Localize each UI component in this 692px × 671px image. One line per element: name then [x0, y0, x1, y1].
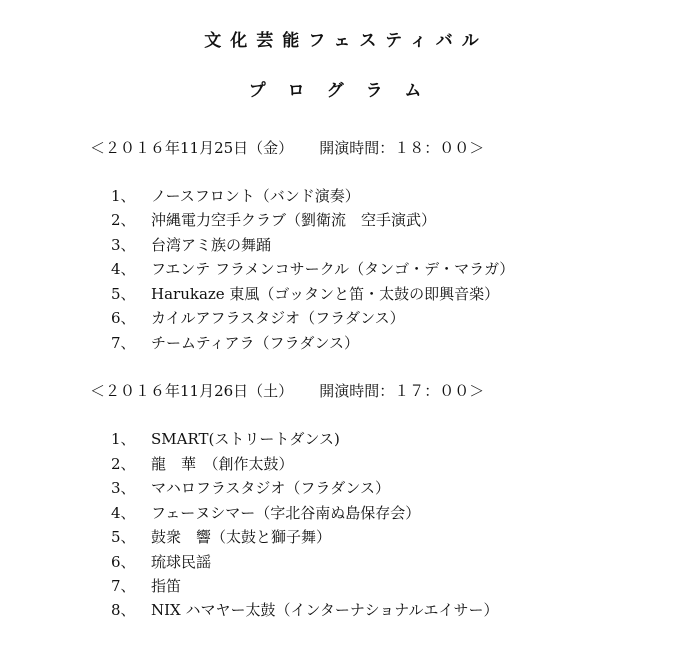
session-2-item-8	[111, 597, 499, 621]
session-2-item-3	[111, 475, 390, 499]
item-label: ノースフロント（バンド演奏）	[151, 186, 360, 205]
session-1-time: 開演時間：１８：００＞	[319, 139, 485, 157]
session-2-item-2	[111, 451, 294, 475]
session-1-header	[90, 137, 484, 158]
item-number: 7、	[111, 576, 136, 595]
item-number: 2、	[111, 210, 136, 229]
item-number: 4、	[111, 259, 136, 278]
item-label: マハロフラスタジオ（フラダンス）	[151, 478, 390, 497]
document-subtitle: プログラム	[248, 81, 444, 101]
item-label: フェーヌシマー（字北谷南ぬ島保存会）	[151, 503, 421, 522]
item-number: 8、	[111, 600, 136, 619]
session-2-date: ＜２０１６年11月26日（土）	[90, 382, 294, 400]
session-2-item-6	[111, 549, 211, 573]
document-title: 文化芸能フェスティバル	[204, 31, 488, 51]
session-2-item-4	[111, 500, 420, 524]
item-number: 5、	[111, 527, 136, 546]
session-1-date: ＜２０１６年11月25日（金）	[90, 139, 294, 157]
item-label: 台湾アミ族の舞踊	[151, 235, 272, 254]
item-label: 琉球民謡	[151, 552, 212, 571]
item-label: 龍 華 （創作太鼓）	[151, 454, 294, 473]
item-number: 6、	[111, 552, 136, 571]
item-label: SMART(ストリートダンス)	[151, 429, 340, 448]
session-1-item-7	[111, 330, 359, 354]
item-number: 7、	[111, 333, 136, 352]
item-label: NIX ハマヤー太鼓（インターナショナルエイサー）	[151, 600, 499, 619]
item-number: 1、	[111, 186, 136, 205]
item-number: 3、	[111, 235, 136, 254]
session-1-item-3	[111, 232, 271, 256]
session-2-item-7	[111, 573, 181, 597]
session-1-item-5	[111, 281, 499, 305]
item-number: 3、	[111, 478, 136, 497]
item-number: 4、	[111, 503, 136, 522]
session-2-time: 開演時間：１７：００＞	[319, 382, 485, 400]
session-1-item-2	[111, 207, 436, 231]
item-number: 2、	[111, 454, 136, 473]
item-label: Harukaze 東風（ゴッタンと笛・太鼓の即興音楽）	[151, 284, 500, 303]
item-number: 6、	[111, 308, 136, 327]
item-label: カイルアフラスタジオ（フラダンス）	[151, 308, 405, 327]
item-number: 5、	[111, 284, 136, 303]
session-1-item-6	[111, 305, 405, 329]
item-label: 指笛	[151, 576, 182, 595]
item-label: チームティアラ（フラダンス）	[151, 333, 360, 352]
item-label: 鼓衆 響（太鼓と獅子舞）	[151, 527, 332, 546]
item-label: 沖縄電力空手クラブ（劉衛流 空手演武）	[151, 210, 437, 229]
session-1-item-1	[111, 183, 360, 207]
item-label: フエンテ フラメンコサークル（タンゴ・デ・マラガ）	[151, 259, 515, 278]
session-2-item-5	[111, 524, 331, 548]
session-2-item-1	[111, 426, 340, 450]
session-1-item-4	[111, 256, 514, 280]
session-2-header	[90, 380, 484, 401]
item-number: 1、	[111, 429, 136, 448]
